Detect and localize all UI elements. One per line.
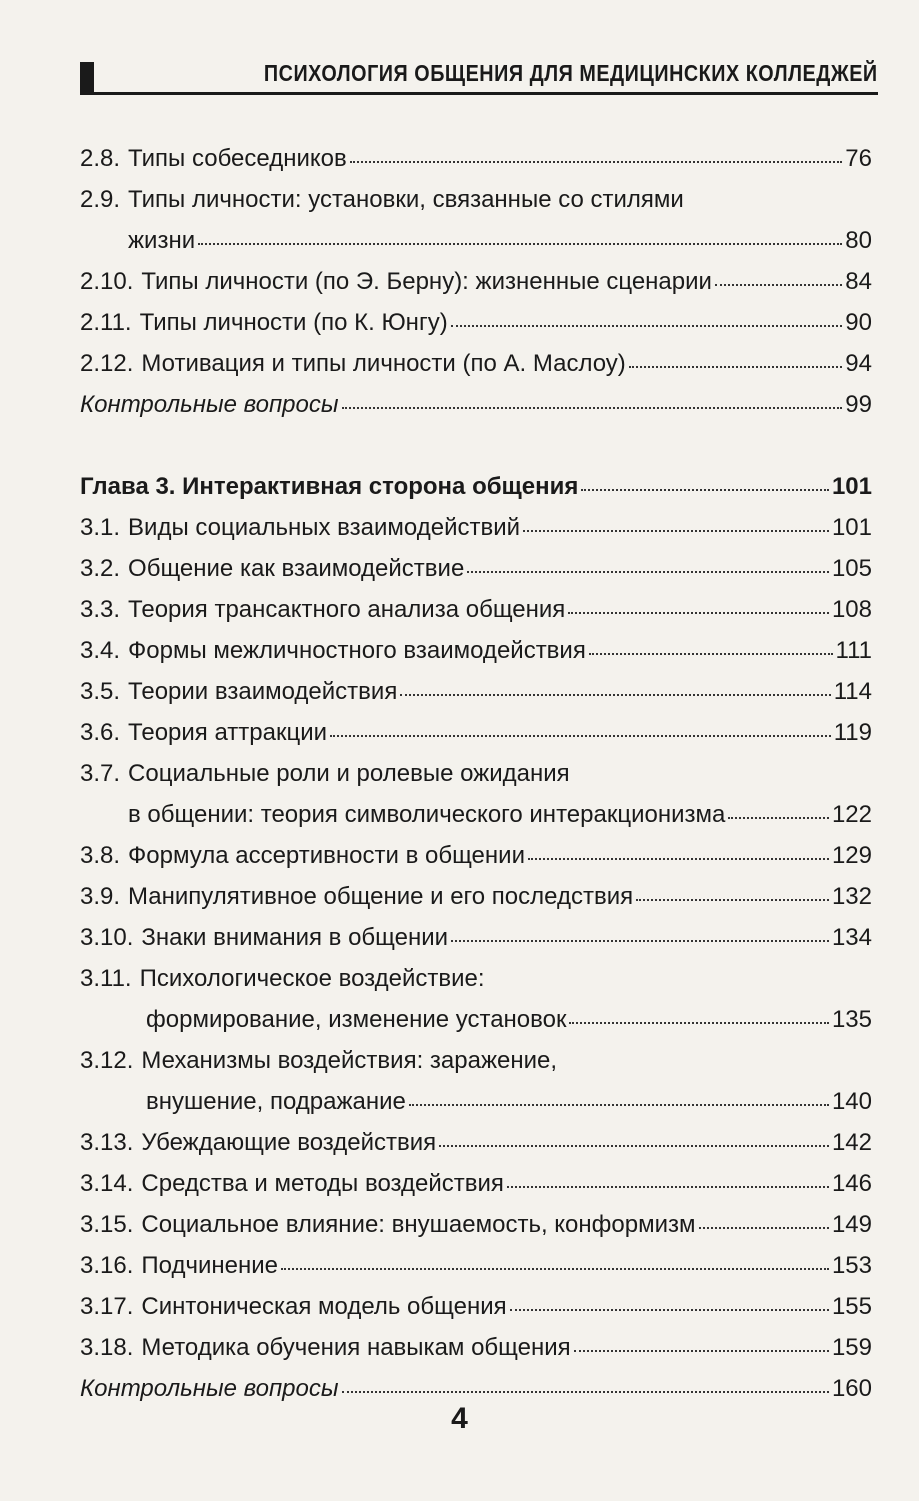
toc-page: 114 <box>833 678 872 705</box>
dot-leader <box>409 1104 829 1106</box>
toc-number: 3.17. <box>80 1293 134 1320</box>
dot-leader <box>510 1309 829 1311</box>
dot-leader <box>629 366 843 368</box>
toc-page: 94 <box>845 350 872 377</box>
toc-page: 140 <box>831 1088 872 1115</box>
page-number: 4 <box>451 1402 468 1435</box>
toc-title: Формы межличностного взаимодействия <box>128 637 586 664</box>
toc-entry-review-questions <box>80 384 872 425</box>
toc-entry <box>80 548 872 589</box>
toc-page: 101 <box>831 514 872 541</box>
toc-number: 2.12. <box>80 350 134 377</box>
running-header <box>80 58 878 94</box>
toc-title: Теория аттракции <box>128 719 328 746</box>
toc-title: Глава 3. Интерактивная сторона общения <box>80 473 579 500</box>
toc-number: 3.11. <box>80 965 132 992</box>
dot-leader <box>342 1391 829 1393</box>
dot-leader <box>342 407 843 409</box>
toc-page: 101 <box>831 473 872 500</box>
toc-number: 3.3. <box>80 596 121 623</box>
toc-number: 3.5. <box>80 678 121 705</box>
toc-entry <box>80 671 872 712</box>
toc-number: 2.11. <box>80 309 132 336</box>
toc-entry <box>80 179 872 220</box>
dot-leader <box>507 1186 829 1188</box>
toc-title: Типы личности (по Э. Берну): жизненные сценарии <box>141 268 712 295</box>
toc-number: 2.10. <box>80 268 134 295</box>
toc-number: 3.18. <box>80 1334 134 1361</box>
toc-entry <box>80 917 872 958</box>
toc-title: Социальное влияние: внушаемость, конформизм <box>141 1211 696 1238</box>
toc-page: 153 <box>831 1252 872 1279</box>
toc-number: 3.10. <box>80 924 134 951</box>
toc-entry <box>80 261 872 302</box>
toc-number: 3.1. <box>80 514 121 541</box>
toc-page: 129 <box>831 842 872 869</box>
header-rule <box>80 92 878 95</box>
toc-entry-continuation <box>80 794 872 835</box>
toc-page: 99 <box>845 391 872 418</box>
toc-number: 3.13. <box>80 1129 134 1156</box>
toc-title: Механизмы воздействия: заражение, <box>141 1047 558 1074</box>
toc-title: Типы личности (по К. Юнгу) <box>139 309 448 336</box>
toc-title-continued: в общении: теория символического интеракционизма <box>128 801 726 828</box>
toc-entry <box>80 1204 872 1245</box>
dot-leader <box>528 858 829 860</box>
toc-page: 119 <box>833 719 872 746</box>
toc-title: Психологическое воздействие: <box>139 965 485 992</box>
toc-page: 105 <box>831 555 872 582</box>
toc-entry-continuation <box>80 220 872 261</box>
dot-leader <box>350 161 843 163</box>
toc-title: Виды социальных взаимодействий <box>128 514 521 541</box>
toc-entry <box>80 630 872 671</box>
dot-leader <box>281 1268 829 1270</box>
toc-entry <box>80 343 872 384</box>
dot-leader <box>574 1350 829 1352</box>
toc-entry <box>80 712 872 753</box>
toc-title: Общение как взаимодействие <box>128 555 465 582</box>
toc-entry <box>80 1327 872 1368</box>
dot-leader <box>728 817 829 819</box>
toc-number: 3.4. <box>80 637 121 664</box>
toc-title: Знаки внимания в общении <box>141 924 449 951</box>
toc-title: Формула ассертивности в общении <box>128 842 525 869</box>
dot-leader <box>400 694 830 696</box>
toc-entry <box>80 1286 872 1327</box>
toc-entry <box>80 1122 872 1163</box>
toc-number: 3.6. <box>80 719 121 746</box>
dot-leader <box>589 653 833 655</box>
toc-title: Контрольные вопросы <box>80 1375 339 1402</box>
toc-number: 3.8. <box>80 842 121 869</box>
toc-title: Теория трансактного анализа общения <box>128 596 566 623</box>
dot-leader <box>451 325 843 327</box>
dot-leader <box>198 243 842 245</box>
toc-page: 134 <box>831 924 872 951</box>
toc-title: Контрольные вопросы <box>80 391 339 418</box>
toc-title: Манипулятивное общение и его последствия <box>128 883 634 910</box>
dot-leader <box>330 735 831 737</box>
toc-page: 146 <box>831 1170 872 1197</box>
dot-leader <box>715 284 842 286</box>
toc-entry <box>80 302 872 343</box>
toc-entry <box>80 1040 872 1081</box>
dot-leader <box>568 612 829 614</box>
toc-number: 3.15. <box>80 1211 134 1238</box>
toc-entry <box>80 138 872 179</box>
toc-entry-continuation <box>80 1081 872 1122</box>
toc-page: 135 <box>831 1006 872 1033</box>
toc-page: 142 <box>831 1129 872 1156</box>
dot-leader <box>439 1145 829 1147</box>
dot-leader <box>636 899 829 901</box>
toc-entry <box>80 1163 872 1204</box>
toc-title: Типы личности: установки, связанные со стилями <box>128 186 684 213</box>
toc-title: Мотивация и типы личности (по А. Маслоу) <box>141 350 626 377</box>
toc-number: 3.9. <box>80 883 121 910</box>
toc-page: 111 <box>835 637 872 664</box>
table-of-contents <box>80 138 872 1409</box>
toc-entry <box>80 958 872 999</box>
toc-title-continued: жизни <box>128 227 196 254</box>
toc-page: 132 <box>831 883 872 910</box>
toc-page: 80 <box>845 227 872 254</box>
toc-page: 149 <box>831 1211 872 1238</box>
toc-entry <box>80 835 872 876</box>
toc-page: 84 <box>845 268 872 295</box>
toc-chapter-heading <box>80 466 872 507</box>
toc-entry-continuation <box>80 999 872 1040</box>
header-title: ПСИХОЛОГИЯ ОБЩЕНИЯ ДЛЯ МЕДИЦИНСКИХ КОЛЛЕДЖЕЙ <box>264 60 878 86</box>
toc-number: 3.14. <box>80 1170 134 1197</box>
toc-number: 3.12. <box>80 1047 134 1074</box>
toc-page: 160 <box>831 1375 872 1402</box>
toc-page: 90 <box>845 309 872 336</box>
section-gap <box>80 425 872 466</box>
toc-number: 2.9. <box>80 186 121 213</box>
toc-page: 155 <box>831 1293 872 1320</box>
dot-leader <box>523 530 829 532</box>
toc-title: Убеждающие воздействия <box>141 1129 437 1156</box>
toc-number: 3.2. <box>80 555 121 582</box>
toc-number: 2.8. <box>80 145 121 172</box>
header-marker <box>80 62 94 92</box>
toc-title: Синтоническая модель общения <box>141 1293 507 1320</box>
toc-entry <box>80 1245 872 1286</box>
dot-leader <box>467 571 829 573</box>
dot-leader <box>581 489 829 491</box>
toc-page: 159 <box>831 1334 872 1361</box>
toc-number: 3.7. <box>80 760 121 787</box>
toc-title: Социальные роли и ролевые ожидания <box>128 760 570 787</box>
toc-title: Подчинение <box>141 1252 278 1279</box>
toc-number: 3.16. <box>80 1252 134 1279</box>
toc-entry <box>80 589 872 630</box>
toc-page: 76 <box>845 145 872 172</box>
toc-title-continued: формирование, изменение установок <box>146 1006 567 1033</box>
toc-title: Средства и методы воздействия <box>141 1170 504 1197</box>
toc-page: 122 <box>831 801 872 828</box>
toc-entry <box>80 753 872 794</box>
toc-page: 108 <box>831 596 872 623</box>
toc-title-continued: внушение, подражание <box>146 1088 406 1115</box>
toc-title: Типы собеседников <box>128 145 347 172</box>
dot-leader <box>699 1227 829 1229</box>
dot-leader <box>569 1022 828 1024</box>
toc-title: Теории взаимодействия <box>128 678 398 705</box>
toc-entry <box>80 507 872 548</box>
dot-leader <box>451 940 829 942</box>
toc-title: Методика обучения навыкам общения <box>141 1334 571 1361</box>
toc-entry <box>80 876 872 917</box>
